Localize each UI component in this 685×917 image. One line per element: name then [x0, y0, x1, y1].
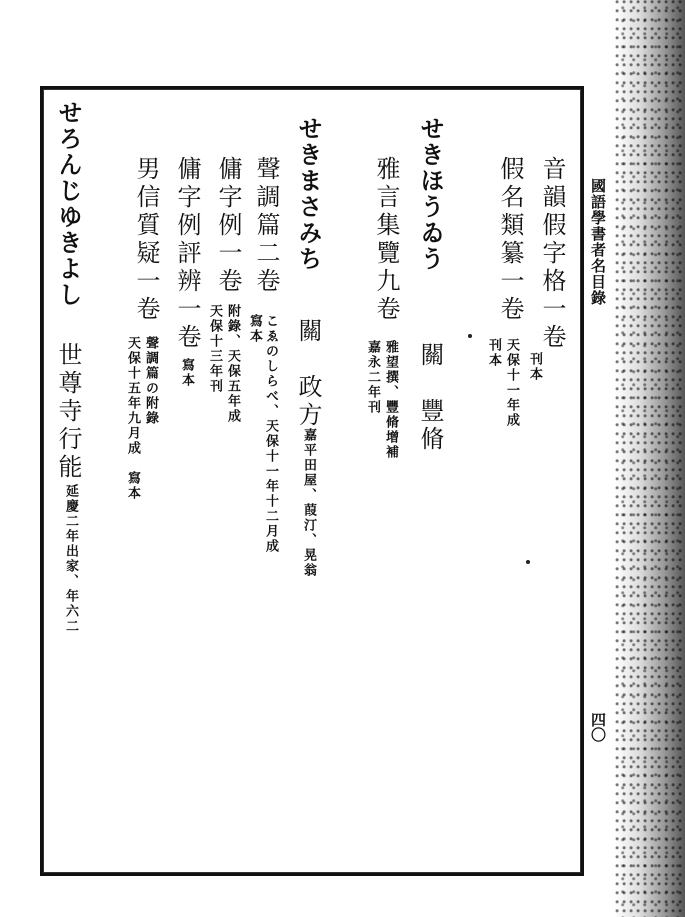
- book-title: 假名類纂一卷: [496, 156, 524, 324]
- book-title: 傭字例評辨一卷: [173, 156, 201, 352]
- author-note: 延慶二年出家、年六二: [63, 484, 78, 634]
- author-name: 關 豐脩: [416, 342, 444, 454]
- book-note: 寫本: [179, 358, 194, 388]
- book-note: こゑのしらべ、天保十一年十二月成: [263, 314, 278, 554]
- author-note: 嘉平田屋、葭汀、晃翁: [301, 428, 316, 578]
- book-note: 天保十三年刊: [207, 304, 222, 394]
- book-title: 雅言集覽九卷: [372, 156, 400, 324]
- print-speck: [468, 334, 472, 338]
- print-speck: [526, 560, 530, 564]
- author-name: 世尊寺行能: [54, 342, 82, 482]
- author-name: 關 政方: [294, 318, 322, 430]
- book-note: 聲調篇の附錄: [143, 336, 158, 426]
- book-note: 雅望撰、豐脩增補: [383, 340, 398, 460]
- book-note: 天保十五年九月成 寫本: [125, 336, 140, 501]
- book-note: 寫本: [247, 314, 262, 344]
- author-kana: せろんじゆきよし: [54, 100, 83, 308]
- author-kana: せきほうゐう: [416, 116, 445, 272]
- book-title: 音韻假字格一卷: [538, 156, 566, 352]
- book-note: 刊本: [486, 338, 501, 368]
- page-number: 四〇: [589, 712, 607, 742]
- book-note: 附錄、天保五年成: [225, 304, 240, 424]
- book-title: 傭字例一卷: [214, 156, 242, 296]
- running-header: 國語學書者名目錄: [589, 178, 607, 306]
- author-kana: せきまさみち: [294, 116, 323, 272]
- book-title: 聲調篇二卷: [252, 156, 280, 296]
- page-edge-shadow: [615, 0, 685, 917]
- book-note: 嘉永二年刊: [365, 340, 380, 415]
- book-note: 天保十一年成: [504, 338, 519, 428]
- book-title: 男信質疑一卷: [132, 156, 160, 324]
- book-note: 刊本: [527, 352, 542, 382]
